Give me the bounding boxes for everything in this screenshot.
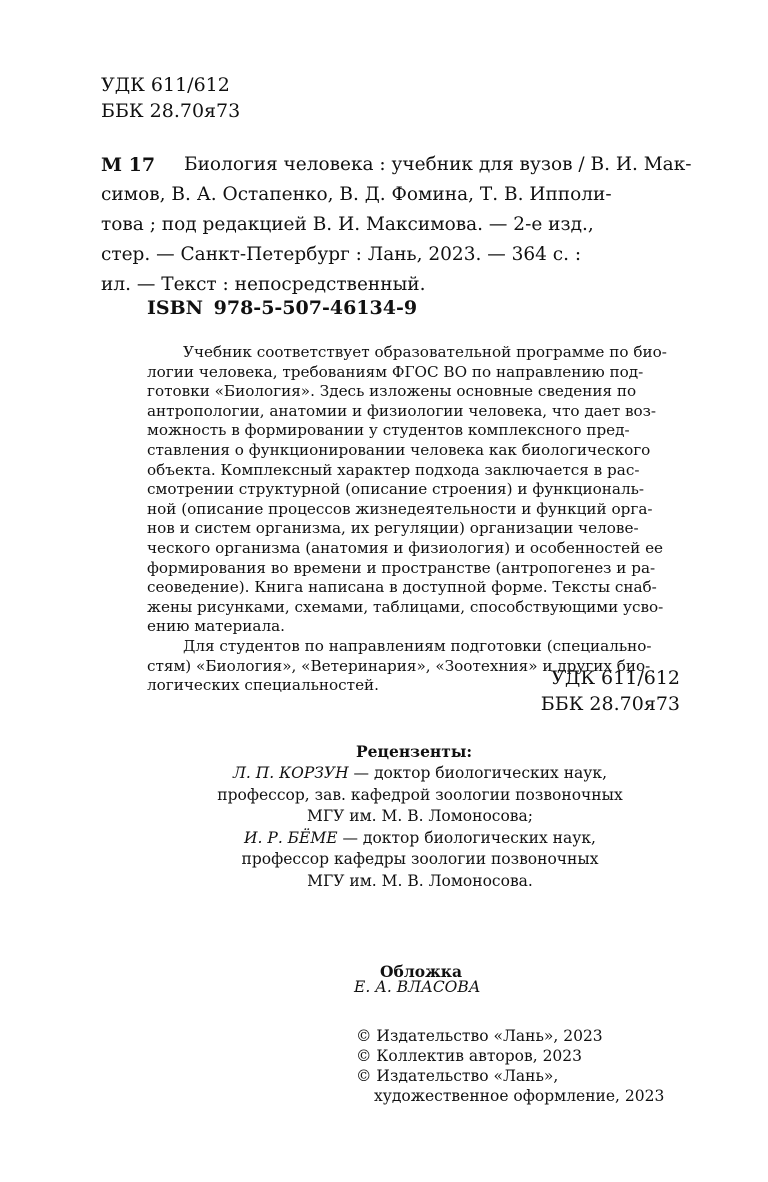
bib-line-3 — [101, 210, 678, 240]
annotation-line: можность в формировании у студентов комплексного пред- — [147, 421, 630, 440]
bib-line-4 — [101, 240, 678, 270]
annotation-line: сеоведение). Книга написана в доступной форме. Тексты снаб- — [147, 578, 657, 597]
annotation-line: ной (описание процессов жизнедеятельности и функций орга- — [147, 499, 653, 518]
bib-line-5 — [101, 270, 678, 300]
bib-line-5-content: ил. — Текст : непосредственный. — [101, 274, 426, 295]
bbk-code: ББК 28.70я73 — [101, 100, 241, 122]
bibliographic-record — [101, 180, 678, 300]
author-mark: М 17 — [101, 154, 156, 176]
annotation-line: ению материала. — [147, 617, 285, 636]
bib-line-2 — [101, 180, 678, 210]
copyright-line: © Издательство «Лань», 2023 — [356, 1027, 603, 1045]
reviewer-2-line-3: МГУ им. М. В. Ломоносова. — [307, 871, 533, 890]
reviewer-2-title: — доктор биологических наук, — [337, 828, 596, 847]
reviewer-1-line-1 — [190, 763, 650, 785]
udk-code: УДК 611/612 — [551, 667, 680, 689]
reviewer-1-line-2: профессор, зав. кафедрой зоологии позвоночных — [217, 785, 623, 804]
annotation-line: жены рисунками, схемами, таблицами, способствующими усво- — [147, 597, 664, 616]
annotation-line: стям) «Биология», «Ветеринария», «Зоотехния» и других био- — [147, 656, 651, 675]
bbk-code: ББК 28.70я73 — [540, 693, 680, 715]
annotation-line: логии человека, требованиям ФГОС ВО по направлению под- — [147, 362, 644, 381]
copyright-continuation: художественное оформление, 2023 — [374, 1087, 665, 1105]
bib-line-4-content: стер. — Санкт-Петербург : Лань, 2023. — 364 с. : — [101, 244, 582, 265]
annotation-line: готовки «Биология». Здесь изложены основные сведения по — [147, 382, 637, 401]
bib-line-3-content: това ; под редакцией В. И. Максимова. — 2-е изд., — [101, 214, 594, 235]
reviewers-heading: Рецензенты: — [356, 742, 473, 761]
copyright-line: © Коллектив авторов, 2023 — [356, 1047, 583, 1065]
reviewer-1-title: — доктор биологических наук, — [348, 764, 608, 782]
bib-line-2-content: симов, В. А. Остапенко, В. Д. Фомина, Т. В. Ипполи- — [101, 184, 612, 205]
cover-heading: Обложка — [380, 962, 462, 981]
copyright-block — [356, 1026, 664, 1106]
annotation-line: ческого организма (анатомия и физиология) и особенностей ее — [147, 538, 664, 557]
annotation-line: Для студентов по направлениям подготовки (специально- — [183, 636, 652, 655]
reviewer-2-line-1 — [190, 828, 650, 850]
bib-line-1-content: Биология человека : учебник для вузов / В. И. Мак- — [184, 154, 692, 175]
reviewers-list — [190, 763, 650, 892]
classification-top — [101, 72, 240, 124]
annotation-line: ставления о функционировании человека как биологического — [147, 440, 651, 459]
classification-bottom — [430, 665, 680, 717]
annotation-line: антропологии, анатомии и физиологии человека, что дает воз- — [147, 401, 657, 420]
reviewer-1-line-3: МГУ им. М. В. Ломоносова; — [307, 807, 533, 825]
cover-designer: Е. А. ВЛАСОВА — [354, 978, 481, 996]
annotation-line: смотрении структурной (описание строения) и функциональ- — [147, 480, 645, 499]
annotation-line: Учебник соответствует образовательной программе по био- — [183, 343, 667, 361]
bib-line-1-text — [184, 150, 692, 180]
bib-line-1 — [184, 150, 692, 180]
isbn: ISBN 978-5-507-46134-9 — [147, 297, 418, 319]
udk-code: УДК 611/612 — [101, 74, 230, 96]
annotation-line: формирования во времени и пространстве (антропогенез и ра- — [147, 558, 656, 577]
annotation-line: нов и систем организма, их регуляции) организации челове- — [147, 519, 639, 538]
annotation — [147, 343, 680, 696]
reviewer-2-line-2: профессор кафедры зоологии позвоночных — [241, 850, 599, 868]
reviewer-1-name: Л. П. КОРЗУН — [232, 764, 349, 782]
copyright-line: © Издательство «Лань», — [356, 1067, 559, 1085]
reviewer-2-name: И. Р. БЁМЕ — [244, 828, 338, 847]
annotation-line: логических специальностей. — [147, 676, 380, 695]
annotation-line: объекта. Комплексный характер подхода заключается в рас- — [147, 460, 640, 479]
